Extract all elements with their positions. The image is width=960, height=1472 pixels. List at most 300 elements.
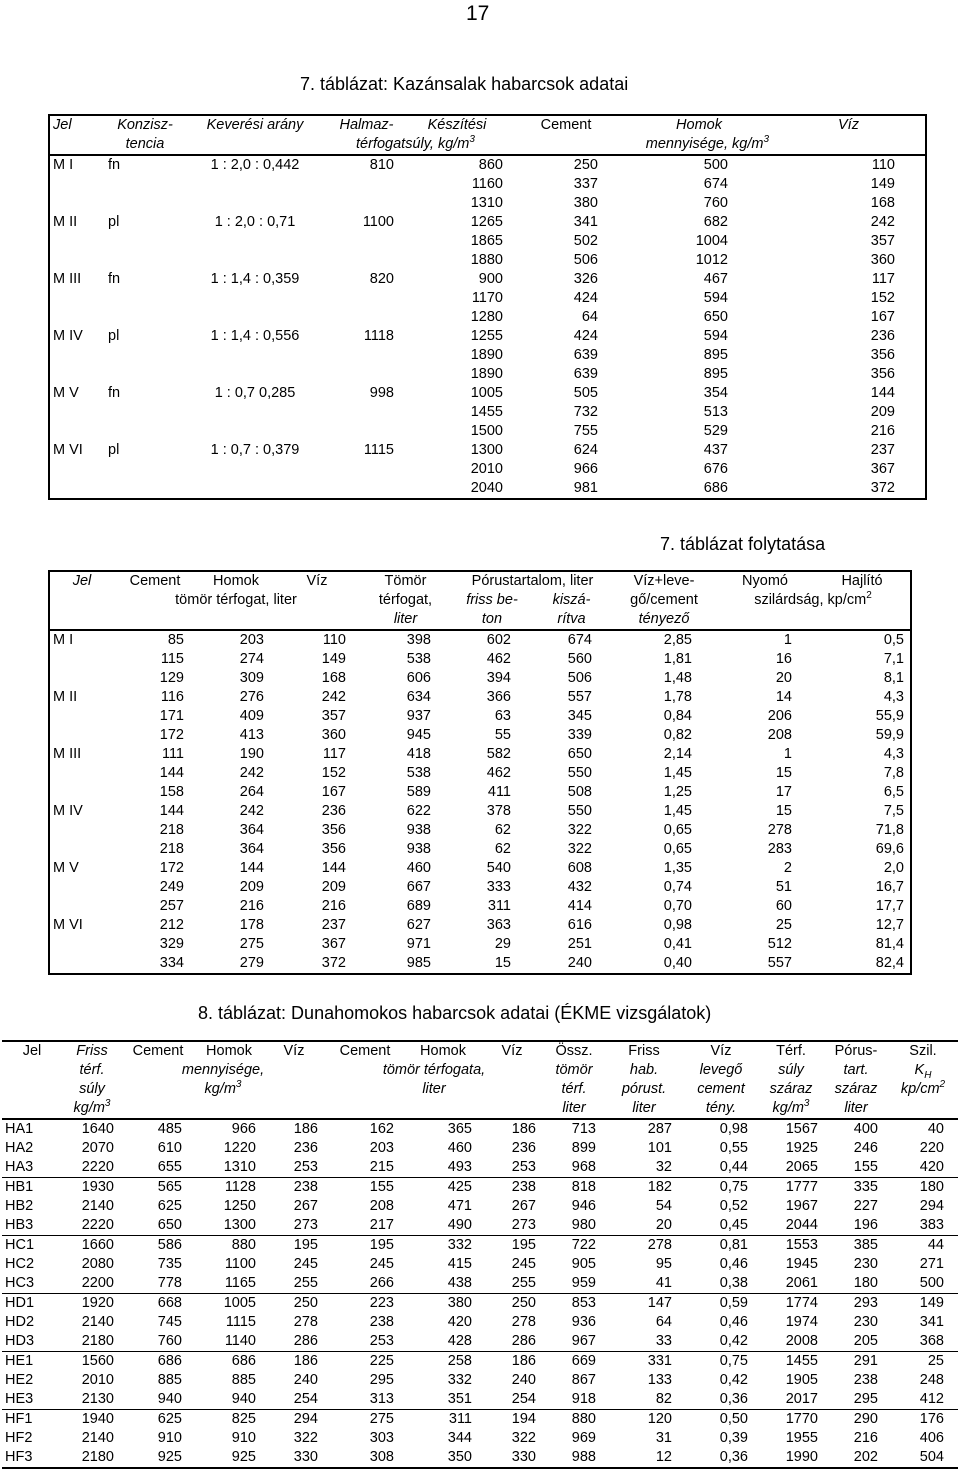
table-cell: 208: [767, 727, 792, 743]
table7-cont-caption: 7. táblázat folytatása: [660, 534, 826, 554]
table-cell: 6,5: [883, 784, 904, 800]
table-cell: [49, 726, 114, 745]
table-cell: 557: [767, 955, 792, 971]
table-row: [49, 878, 911, 897]
h8-porus: Pórus-: [834, 1043, 878, 1059]
table-cell: 220: [919, 1140, 944, 1156]
table-cell: 64: [581, 309, 598, 325]
table-cell: 29: [494, 936, 511, 952]
table-cell: 2140: [81, 1198, 114, 1214]
table-cell: 1300: [223, 1217, 256, 1233]
table-cell: 0,45: [719, 1217, 748, 1233]
table-cell: 745: [157, 1314, 182, 1330]
table-cell: 295: [853, 1391, 878, 1407]
table-cell: 178: [239, 917, 264, 933]
table-cell: 1005: [470, 385, 503, 401]
table-cell: 818: [544, 1178, 604, 1198]
table-cell: 357: [321, 708, 346, 724]
table-cell: 634: [406, 689, 431, 705]
table-cell: fn: [108, 385, 121, 401]
table-cell: 95: [655, 1256, 672, 1272]
table-cell: 276: [239, 689, 264, 705]
h8-szil: Szil.: [909, 1043, 937, 1059]
table-cell: 144: [159, 803, 184, 819]
table-cell: 940: [231, 1391, 256, 1407]
table-cell: 880: [544, 1410, 604, 1430]
table-row: [49, 155, 926, 175]
table-cell: 1,78: [663, 689, 692, 705]
table-cell: 586: [122, 1236, 194, 1256]
table-cell: 180: [888, 1178, 958, 1198]
table8-caption: 8. táblázat: Dunahomokos habarcsok adatai (ÉKME vizsgálatok): [198, 1003, 712, 1023]
table-cell: [185, 232, 325, 251]
table-cell: 333: [486, 879, 511, 895]
table-cell: 15: [775, 803, 792, 819]
table-row: [2, 1197, 958, 1216]
table-cell: 254: [511, 1391, 536, 1407]
table-cell: 0,98: [719, 1121, 748, 1137]
table-cell: 867: [571, 1372, 596, 1388]
table-cell: 1,45: [663, 803, 692, 819]
table-row: [49, 688, 911, 707]
table-cell: 722: [544, 1236, 604, 1256]
table-cell: [325, 422, 408, 441]
table-cell: 356: [870, 347, 895, 363]
table-cell: 512: [767, 936, 792, 952]
c-header-szilardsag: szilárdság, $kp/cm^2$: [754, 590, 872, 608]
table-cell: 194: [480, 1410, 544, 1430]
table7-continued: [48, 570, 912, 975]
table-cell: M V: [53, 860, 79, 876]
table-cell: [105, 479, 185, 499]
table-cell: [185, 308, 325, 327]
table-row: [2, 1371, 958, 1390]
table-cell: 1: [783, 746, 792, 762]
table-cell: 505: [573, 385, 598, 401]
h8-kpcm2: $kp/cm^2$: [900, 1079, 946, 1097]
table-cell: 205: [853, 1333, 878, 1349]
table-cell: 230: [853, 1256, 878, 1272]
table-cell: 372: [321, 955, 346, 971]
table-cell: 186: [511, 1121, 536, 1137]
table-cell: 885: [157, 1372, 182, 1388]
table-cell: 326: [573, 271, 598, 287]
table-cell: 286: [293, 1333, 318, 1349]
table-cell: 462: [486, 765, 511, 781]
table-cell: 1118: [363, 328, 394, 344]
table-cell: 1925: [785, 1140, 818, 1156]
table-cell: 176: [888, 1410, 958, 1430]
table-cell: 155: [324, 1178, 406, 1198]
table-cell: 216: [870, 423, 895, 439]
table-cell: 1,81: [663, 651, 692, 667]
table-cell: 216: [853, 1430, 878, 1446]
table-cell: M IV: [53, 803, 83, 819]
table-cell: 71,8: [875, 822, 904, 838]
table-cell: 910: [231, 1430, 256, 1446]
table-cell: 82,4: [875, 955, 904, 971]
table-cell: 245: [369, 1256, 394, 1272]
table-cell: 602: [486, 632, 511, 648]
h8-homok: Homok: [206, 1043, 252, 1059]
table-cell: 639: [573, 347, 598, 363]
table-cell: 937: [406, 708, 431, 724]
table-cell: 625: [157, 1198, 182, 1214]
table-cell: 967: [571, 1333, 596, 1349]
table-row: [49, 669, 911, 688]
table-cell: 500: [919, 1275, 944, 1291]
table-row: [2, 1410, 958, 1430]
h8-cement2: Cement: [339, 1043, 391, 1059]
table-cell: 1,48: [663, 670, 692, 686]
table-cell: 1250: [223, 1198, 256, 1214]
table-cell: 432: [567, 879, 592, 895]
c-header-ton: ton: [453, 610, 531, 630]
table-cell: 1990: [785, 1449, 818, 1465]
table-cell: 55,9: [875, 708, 904, 724]
table-cell: 273: [511, 1217, 536, 1233]
table-row: [49, 821, 911, 840]
table-cell: fn: [108, 271, 121, 287]
table-cell: 1 : 2,0 : 0,71: [214, 214, 296, 230]
table-cell: 506: [573, 252, 598, 268]
table-cell: 438: [447, 1275, 472, 1291]
table-cell: 0,75: [684, 1178, 758, 1198]
table-cell: 149: [888, 1294, 958, 1314]
table-cell: 216: [321, 898, 346, 914]
table-cell: 253: [293, 1159, 318, 1175]
table-cell: 2180: [81, 1449, 114, 1465]
table-cell: [185, 479, 325, 499]
table-cell: 676: [703, 461, 728, 477]
table-cell: 1660: [62, 1236, 122, 1256]
c-header-liter: liter: [358, 610, 453, 630]
table-cell: 959: [571, 1275, 596, 1291]
table-cell: 144: [870, 385, 895, 401]
table-cell: [49, 422, 105, 441]
table-cell: 240: [567, 955, 592, 971]
table-cell: [105, 460, 185, 479]
table-cell: 1115: [363, 442, 394, 458]
table-cell: HF2: [5, 1430, 33, 1446]
table-cell: 650: [567, 746, 592, 762]
table-cell: 2220: [81, 1159, 114, 1175]
table-cell: [185, 175, 325, 194]
table-cell: 309: [239, 670, 264, 686]
table-cell: 424: [573, 328, 598, 344]
table-cell: 2017: [785, 1391, 818, 1407]
table-cell: 82: [655, 1391, 672, 1407]
table-row: [49, 460, 926, 479]
table-cell: 1100: [224, 1256, 256, 1272]
table-cell: 31: [655, 1430, 672, 1446]
table-cell: [185, 460, 325, 479]
table-cell: 406: [919, 1430, 944, 1446]
table-row: [2, 1448, 958, 1468]
table-cell: 2200: [81, 1275, 114, 1291]
table-cell: 493: [447, 1159, 472, 1175]
table-cell: 354: [703, 385, 728, 401]
table-cell: 195: [324, 1236, 406, 1256]
table-cell: 2,0: [883, 860, 904, 876]
h8-viz3: Víz: [710, 1043, 732, 1059]
table-row: [2, 1352, 958, 1372]
table-cell: 330: [511, 1449, 536, 1465]
table-cell: 1100: [362, 214, 394, 230]
table-cell: 250: [264, 1294, 324, 1314]
table-cell: 133: [647, 1372, 672, 1388]
table-row: [49, 175, 926, 194]
table-cell: 998: [369, 385, 394, 401]
table-cell: 2010: [470, 461, 503, 477]
table-cell: 981: [573, 480, 598, 496]
table-cell: 1128: [194, 1178, 264, 1198]
table-cell: 254: [293, 1391, 318, 1407]
table-cell: 294: [264, 1410, 324, 1430]
table-cell: 167: [870, 309, 895, 325]
table-cell: 186: [480, 1352, 544, 1372]
table-cell: 1553: [758, 1236, 824, 1256]
table-cell: 674: [703, 176, 728, 192]
table-cell: 0,36: [719, 1391, 748, 1407]
table-cell: [49, 403, 105, 422]
table-cell: [49, 840, 114, 859]
table-cell: 341: [573, 214, 598, 230]
table-cell: 267: [293, 1198, 318, 1214]
table-cell: 360: [321, 727, 346, 743]
header-tencia: tencia: [105, 135, 185, 155]
table-cell: 322: [511, 1430, 536, 1446]
table-cell: 190: [239, 746, 264, 762]
table-cell: 1005: [194, 1294, 264, 1314]
table-cell: 242: [239, 765, 264, 781]
table-cell: 236: [293, 1140, 318, 1156]
table-cell: 218: [159, 822, 184, 838]
table-cell: 415: [447, 1256, 472, 1272]
table-row: [49, 441, 926, 460]
table-cell: 905: [571, 1256, 596, 1272]
table-cell: [49, 669, 114, 688]
table-cell: [49, 365, 105, 384]
table-cell: 236: [870, 328, 895, 344]
table7-body: [49, 155, 926, 499]
table-cell: 158: [159, 784, 184, 800]
c-header-terfogat: térfogat,: [378, 592, 433, 608]
table-cell: [49, 251, 105, 270]
table-cell: M IV: [53, 328, 83, 344]
table-row: [2, 1255, 958, 1274]
table-cell: 0,82: [663, 727, 692, 743]
table-cell: HB2: [5, 1198, 34, 1214]
table-cell: 356: [870, 366, 895, 382]
table-cell: 732: [573, 404, 598, 420]
table-cell: 253: [511, 1159, 536, 1175]
table-cell: 414: [567, 898, 592, 914]
table-cell: 650: [703, 309, 728, 325]
h8-mennyisege: mennyisége,: [181, 1062, 265, 1078]
table-cell: 101: [647, 1140, 672, 1156]
table-cell: 171: [159, 708, 184, 724]
table-cell: 2130: [81, 1391, 114, 1407]
table-cell: 249: [159, 879, 184, 895]
table-cell: 44: [888, 1236, 958, 1256]
table-cell: 980: [571, 1217, 596, 1233]
table-cell: 364: [239, 822, 264, 838]
table-cell: [105, 403, 185, 422]
table-cell: 202: [853, 1449, 878, 1465]
table-cell: HC1: [2, 1236, 62, 1256]
h8-kgm3c: $kg/m^3$: [758, 1099, 824, 1119]
table-cell: 988: [571, 1449, 596, 1465]
table-cell: [185, 365, 325, 384]
table-cell: 1: [783, 632, 792, 648]
table-cell: 55: [494, 727, 511, 743]
table-cell: 0,36: [719, 1449, 748, 1465]
h8-tart: tart.: [843, 1062, 869, 1078]
table-cell: 271: [919, 1256, 944, 1272]
table-cell: [105, 175, 185, 194]
table-cell: 203: [239, 632, 264, 648]
table-cell: 117: [871, 271, 895, 287]
table-cell: 313: [369, 1391, 394, 1407]
table-cell: 0,65: [663, 841, 692, 857]
table-cell: 686: [703, 480, 728, 496]
table-cell: 860: [478, 157, 503, 173]
table-cell: 59,9: [875, 727, 904, 743]
table-row: [2, 1139, 958, 1158]
table-cell: 172: [159, 860, 184, 876]
table-cell: 735: [157, 1256, 182, 1272]
h8-porust: pórust.: [621, 1081, 667, 1097]
table-cell: 625: [122, 1410, 194, 1430]
table-cell: 899: [571, 1140, 596, 1156]
table-cell: 0,50: [684, 1410, 758, 1430]
table-cell: 209: [239, 879, 264, 895]
table-cell: 925: [157, 1449, 182, 1465]
h8-jel: Jel: [22, 1043, 42, 1059]
table-cell: 504: [919, 1449, 944, 1465]
table-row: [49, 384, 926, 403]
table-cell: 1774: [758, 1294, 824, 1314]
table-cell: 437: [703, 442, 728, 458]
table-row: [49, 479, 926, 499]
table-cell: [49, 650, 114, 669]
table-cell: 236: [511, 1140, 536, 1156]
table-cell: HE2: [5, 1372, 34, 1388]
table-cell: 1255: [470, 328, 503, 344]
table-cell: 60: [775, 898, 792, 914]
table-cell: [49, 764, 114, 783]
table-cell: 2008: [785, 1333, 818, 1349]
table-cell: 7,5: [883, 803, 904, 819]
table-cell: [49, 194, 105, 213]
table-row: [49, 707, 911, 726]
table-cell: 8,1: [883, 670, 904, 686]
table-cell: 966: [573, 461, 598, 477]
table-cell: [325, 460, 408, 479]
table-cell: 969: [571, 1430, 596, 1446]
table-cell: 186: [293, 1121, 318, 1137]
table-cell: 155: [853, 1159, 878, 1175]
table-cell: 238: [853, 1372, 878, 1388]
table-cell: 20: [775, 670, 792, 686]
table-cell: 63: [494, 708, 511, 724]
table-cell: 425: [406, 1178, 480, 1198]
table-cell: 918: [571, 1391, 596, 1407]
table-cell: 14: [775, 689, 792, 705]
table-cell: 322: [567, 841, 592, 857]
h8-kgm3: $kg/m^3$: [62, 1099, 122, 1119]
table-cell: 2061: [785, 1275, 818, 1291]
table-cell: [325, 479, 408, 499]
table-cell: 294: [919, 1198, 944, 1214]
table-cell: 655: [157, 1159, 182, 1175]
table-cell: 424: [573, 290, 598, 306]
table-cell: M I: [53, 632, 74, 648]
table-cell: 594: [703, 328, 728, 344]
table-cell: 513: [703, 404, 728, 420]
table-cell: 69,6: [875, 841, 904, 857]
table-cell: 471: [447, 1198, 472, 1214]
table-cell: 1920: [62, 1294, 122, 1314]
c-header-tenyezo: tényező: [612, 610, 716, 630]
table-cell: 7,8: [883, 765, 904, 781]
table-cell: 322: [567, 822, 592, 838]
h8-suly: súly: [79, 1081, 105, 1097]
table-cell: 149: [321, 651, 346, 667]
table-cell: 460: [406, 860, 431, 876]
table-cell: [49, 935, 114, 954]
table-cell: [325, 251, 408, 270]
table-cell: 238: [369, 1314, 394, 1330]
c-header-friss-be: friss be-: [466, 592, 518, 608]
table-cell: 2220: [81, 1217, 114, 1233]
table-cell: 2070: [81, 1140, 114, 1156]
table-cell: 293: [824, 1294, 888, 1314]
table-cell: 0,84: [663, 708, 692, 724]
h8-tomor-terfogata: tömör térfogata,: [382, 1062, 486, 1078]
table-cell: 508: [567, 784, 592, 800]
h8-liter3: liter: [604, 1099, 684, 1119]
table-cell: 1 : 2,0 : 0,442: [210, 157, 300, 173]
table-cell: 538: [406, 651, 431, 667]
table-cell: 1 : 1,4 : 0,556: [210, 328, 300, 344]
table-row: [49, 213, 926, 232]
table-cell: 149: [870, 176, 895, 192]
table-cell: 2040: [470, 480, 503, 496]
h8-terf3: Térf.: [776, 1043, 806, 1059]
table-cell: 274: [239, 651, 264, 667]
table-cell: 1955: [785, 1430, 818, 1446]
table-cell: 686: [122, 1352, 194, 1372]
table-cell: 367: [321, 936, 346, 952]
table-cell: M V: [53, 385, 79, 401]
table7-caption: 7. táblázat: Kazánsalak habarcsok adatai: [300, 74, 629, 94]
table-cell: HB3: [5, 1217, 34, 1233]
table-row: [49, 327, 926, 346]
table-cell: 895: [703, 366, 728, 382]
table-row: [2, 1158, 958, 1178]
table-cell: 1890: [470, 347, 503, 363]
table-cell: 413: [239, 727, 264, 743]
table-cell: 311: [406, 1410, 480, 1430]
table-cell: 345: [567, 708, 592, 724]
table-cell: [49, 878, 114, 897]
h8-teny: tény.: [684, 1099, 758, 1119]
table-cell: 1 : 0,7 0,285: [214, 385, 296, 401]
table-cell: [49, 232, 105, 251]
table-cell: 853: [544, 1294, 604, 1314]
